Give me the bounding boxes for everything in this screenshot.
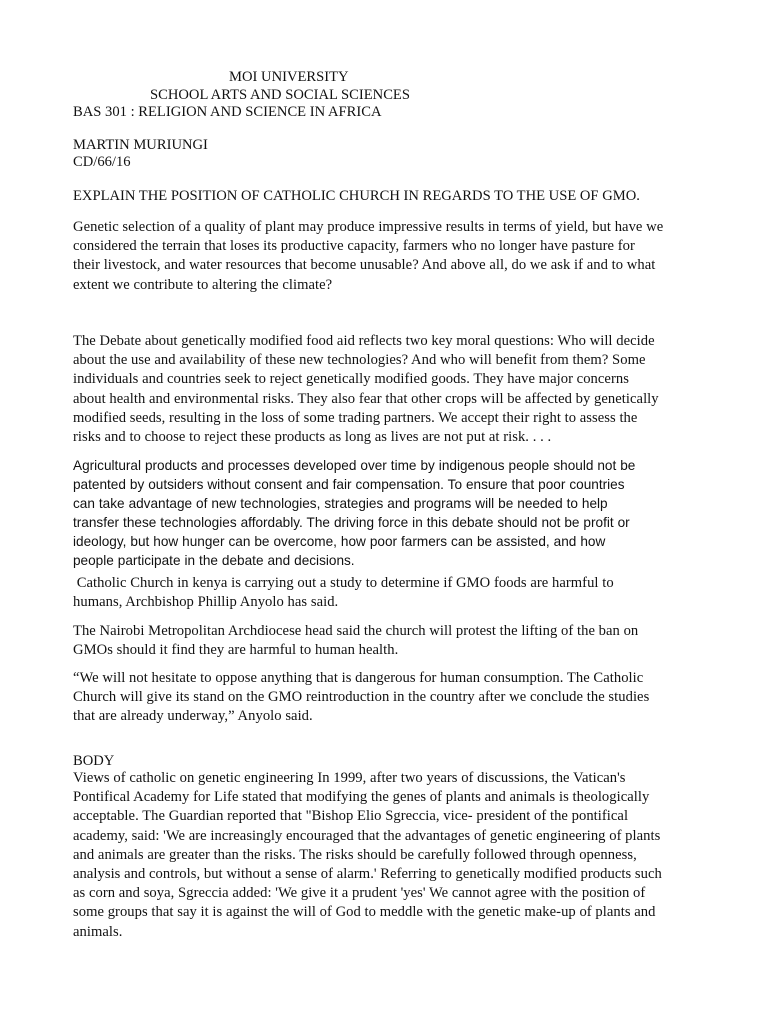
paragraph-line: modified seeds, resulting in the loss of some trading partners. We accept their right to assess the bbox=[73, 409, 638, 426]
paragraph-line: acceptable. The Guardian reported that "Bishop Elio Sgreccia, vice- president of the pontifical bbox=[73, 808, 629, 825]
paragraph-line: GMOs should it find they are harmful to human health. bbox=[73, 642, 399, 659]
paragraph-line: transfer these technologies affordably. The driving force in this debate should not be profit or bbox=[73, 515, 630, 531]
intro-paragraph bbox=[73, 218, 699, 295]
paragraph-line: The Nairobi Metropolitan Archdiocese head said the church will protest the lifting of the ban on bbox=[73, 623, 639, 639]
paragraph-line: risks and to choose to reject these products as long as lives are not put at risk. . . . bbox=[73, 429, 552, 446]
paragraph-line: about the use and availability of these new technologies? And who will benefit from them? Some bbox=[73, 352, 646, 369]
agricultural-paragraph bbox=[73, 456, 699, 571]
debate-paragraph bbox=[73, 332, 699, 447]
nairobi-paragraph bbox=[73, 622, 699, 660]
paragraph-line: about health and environmental risks. They also fear that other crops will be affected by genetically bbox=[73, 390, 659, 407]
paragraph-line: Pontifical Academy for Life stated that modifying the genes of plants and animals is theologically bbox=[73, 789, 650, 806]
university-title: MOI UNIVERSITY bbox=[229, 69, 349, 85]
paragraph-line: Church will give its stand on the GMO reintroduction in the country after we conclude the studies bbox=[73, 689, 650, 706]
paragraph-line: “We will not hesitate to oppose anything that is dangerous for human consumption. The Catholic bbox=[73, 670, 644, 686]
course-title: BAS 301 : RELIGION AND SCIENCE IN AFRICA bbox=[73, 104, 382, 120]
paragraph-line: their livestock, and water resources that become unusable? And above all, do we ask if and to what bbox=[73, 257, 656, 274]
paragraph-line: Agricultural products and processes developed over time by indigenous people should not be bbox=[73, 458, 636, 473]
paragraph-line: individuals and countries seek to reject genetically modified goods. They have major concerns bbox=[73, 371, 629, 388]
kenya-paragraph bbox=[73, 574, 699, 612]
paragraph-line: Views of catholic on genetic engineering In 1999, after two years of discussions, the Vatican's bbox=[73, 770, 626, 786]
paragraph-line: as corn and soya, Sgreccia added: 'We give it a prudent 'yes' We cannot agree with the position of bbox=[73, 885, 646, 902]
paragraph-line: humans, Archbishop Phillip Anyolo has said. bbox=[73, 594, 339, 611]
student-name: MARTIN MURIUNGI bbox=[73, 137, 208, 153]
paragraph-line: extent we contribute to altering the climate? bbox=[73, 276, 333, 293]
paragraph-line: Catholic Church in kenya is carrying out a study to determine if GMO foods are harmful to bbox=[73, 575, 614, 591]
question-heading: EXPLAIN THE POSITION OF CATHOLIC CHURCH IN REGARDS TO THE USE OF GMO. bbox=[73, 188, 640, 204]
paragraph-line: analysis and controls, but without a sense of alarm.' Referring to genetically modified products such bbox=[73, 866, 662, 883]
quote-paragraph bbox=[73, 669, 699, 727]
paragraph-line: The Debate about genetically modified food aid reflects two key moral questions: Who will decide bbox=[73, 333, 655, 349]
paragraph-line: some groups that say it is against the will of God to meddle with the genetic make-up of plants and bbox=[73, 904, 656, 921]
body-paragraph bbox=[73, 769, 703, 942]
paragraph-line: that are already underway,” Anyolo said. bbox=[73, 708, 313, 725]
paragraph-line: academy, said: 'We are increasingly encouraged that the advantages of genetic engineering of plants bbox=[73, 827, 661, 844]
registration-number: CD/66/16 bbox=[73, 154, 131, 170]
paragraph-line: people participate in the debate and decisions. bbox=[73, 553, 355, 569]
paragraph-line: ideology, but how hunger can be overcome, how poor farmers can be assisted, and how bbox=[73, 534, 606, 550]
paragraph-line: patented by outsiders without consent and fair compensation. To ensure that poor countries bbox=[73, 477, 625, 493]
paragraph-line: animals. bbox=[73, 923, 123, 940]
paragraph-line: considered the terrain that loses its productive capacity, farmers who no longer have pasture for bbox=[73, 238, 635, 255]
paragraph-line: Genetic selection of a quality of plant may produce impressive results in terms of yield, but have we bbox=[73, 219, 664, 235]
paragraph-line: and animals are greater than the risks. The risks should be carefully followed through openness, bbox=[73, 846, 637, 863]
body-heading: BODY bbox=[73, 753, 115, 769]
school-title: SCHOOL ARTS AND SOCIAL SCIENCES bbox=[150, 87, 410, 103]
paragraph-line: can take advantage of new technologies, strategies and programs will be needed to help bbox=[73, 496, 608, 512]
